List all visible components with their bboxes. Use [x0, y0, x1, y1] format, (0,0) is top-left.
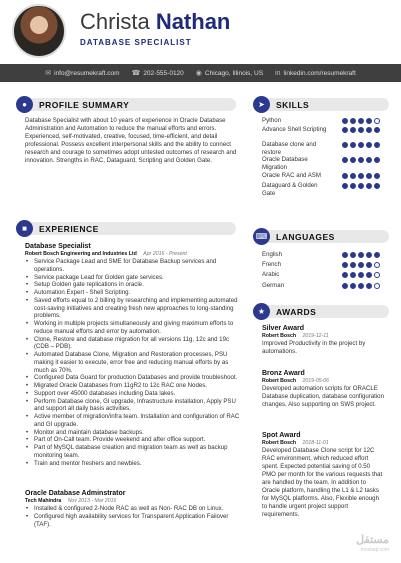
rating-dot	[374, 262, 380, 268]
rating-dot	[358, 262, 364, 268]
watermark-sub: mostaql.com	[360, 547, 389, 553]
mail-icon: ✉	[45, 70, 52, 77]
rating-dot	[374, 283, 380, 289]
job-bullet: • Clone, Restore and database migration for all versions 11g, 12c and 19c (CDB – PDB).	[25, 336, 240, 352]
rating-dot	[342, 118, 348, 124]
rating-dots	[342, 156, 380, 171]
job-dates: Nov 2013 - Mar 2016	[67, 498, 117, 504]
job-entry	[25, 243, 240, 467]
rating-dot	[374, 173, 380, 179]
rating-dot	[358, 173, 364, 179]
section-title: EXPERIENCE	[39, 223, 99, 234]
award-title: Silver Award	[262, 325, 305, 332]
languages-name: German	[262, 282, 285, 289]
job-bullet: • Automation Expert - Shell Scripting.	[25, 289, 240, 297]
award-description: Improved Productivity in the project by automations.	[262, 340, 366, 355]
rating-dot	[366, 127, 372, 133]
award-meta	[262, 333, 384, 339]
section-skills	[253, 96, 389, 113]
job-company: Robert Bosch Engineering and Industries Ltd	[25, 251, 137, 257]
rating-dot	[374, 157, 380, 163]
section-title: PROFILE SUMMARY	[39, 99, 130, 110]
rating-dot	[350, 118, 356, 124]
rating-dot	[350, 252, 356, 258]
rating-dots	[342, 117, 380, 125]
rating-dots	[342, 271, 380, 279]
rating-dot	[358, 252, 364, 258]
rating-dot	[358, 183, 364, 189]
rating-dots	[342, 126, 380, 134]
rating-dot	[374, 252, 380, 258]
rating-dots	[342, 172, 380, 180]
rating-dot	[374, 142, 380, 148]
job-role: DATABASE SPECIALIST	[80, 38, 192, 47]
contact-text: linkedin.com/resumekraft	[283, 69, 356, 77]
section-title: SKILLS	[276, 99, 310, 110]
skills-row	[262, 182, 380, 197]
award-meta	[262, 440, 384, 446]
rating-dot	[366, 183, 372, 189]
rating-dot	[350, 127, 356, 133]
contact-text: info@resumekraft.com	[54, 69, 120, 77]
watermark-logo	[356, 535, 389, 555]
rating-dot	[342, 127, 348, 133]
job-bullet: • Automated Database Clone, Migration and Restoration processes, PSU making it easier to execute, error free and reducing manual efforts by as much as 70%.	[25, 351, 240, 374]
contact-item[interactable]	[196, 69, 263, 77]
skills-name: Oracle RAC and ASM	[262, 172, 321, 179]
phone-icon: ☎	[131, 70, 141, 77]
rating-dot	[350, 142, 356, 148]
job-bullet: • Part of MySQL database creation and migration team as well as backup monitoring team.	[25, 444, 240, 460]
rating-dot	[366, 262, 372, 268]
job-bullet: • Migrated Oracle Databases from 11gR2 to 12c RAC one Nodes.	[25, 382, 240, 390]
rating-dot	[374, 118, 380, 124]
rating-dot	[358, 118, 364, 124]
job-title: Database Specialist	[25, 243, 91, 250]
rating-dot	[350, 283, 356, 289]
skills-row	[262, 156, 380, 171]
rating-dot	[342, 283, 348, 289]
award-entry	[262, 370, 384, 409]
rocket-icon: ➤	[253, 96, 270, 113]
profile-summary-text: Database Specialist with about 10 years of experience in Oracle Database Administration and Automation to reduce the manual efforts and errors. Experienced, self-motivated, creative, focused, time-efficient, and detail professional. Possess excellent interpersonal skills and the ability to connect research and courage to sometimes adopt untested outcomes of research and innovation. Strengths in RAC, Dataguard, Scripting and Golden Gate.	[25, 117, 237, 165]
rating-dot	[358, 272, 364, 278]
rating-dot	[342, 173, 348, 179]
contact-bar	[0, 64, 401, 82]
job-bullet: • Working in multiple projects simultaneously and giving maximum efforts to reduce manual efforts and error by automation.	[25, 320, 240, 336]
job-bullet: • Setup Golden gate replications in oracle.	[25, 281, 240, 289]
languages-row	[262, 271, 380, 279]
skills-row	[262, 172, 380, 180]
skills-name: Advance Shell Scripting	[262, 126, 327, 133]
job-bullet: • Service package Lead for Golden gate services.	[25, 274, 240, 282]
job-bullets	[25, 505, 240, 528]
rating-dot	[350, 183, 356, 189]
rating-dot	[374, 183, 380, 189]
rating-dot	[342, 262, 348, 268]
rating-dot	[342, 252, 348, 258]
section-profile-summary	[16, 96, 236, 113]
rating-dots	[342, 182, 380, 197]
section-title: AWARDS	[276, 306, 317, 317]
rating-dot	[366, 283, 372, 289]
languages-name: English	[262, 251, 282, 258]
award-meta	[262, 378, 384, 384]
rating-dot	[358, 157, 364, 163]
skills-row	[262, 117, 380, 125]
skills-row	[262, 126, 380, 134]
rating-dot	[358, 142, 364, 148]
award-description: Developed Database Clone script for 12C RAC environment, which reduced effort spent. Expected potential saving of 0.50 PMO per month for the various requests that are handled by the team. In addition to Oracle platform, handling the L1 & L2 tasks for MySQL platforms. Also, Flexible enough to handle urgent project support requirements.	[262, 447, 383, 518]
languages-row	[262, 251, 380, 259]
languages-name: Arabic	[262, 271, 280, 278]
job-meta	[25, 498, 240, 504]
job-title: Oracle Database Adminstrator	[25, 490, 126, 497]
rating-dot	[342, 142, 348, 148]
rating-dots	[342, 282, 380, 290]
rating-dots	[342, 251, 380, 259]
skills-name: Oracle Database Migration	[262, 156, 308, 171]
rating-dot	[350, 157, 356, 163]
briefcase-icon: ■	[16, 220, 33, 237]
job-bullets	[25, 258, 240, 467]
job-dates: Apr 2016 - Present	[143, 251, 187, 257]
location-icon: ◉	[195, 70, 202, 77]
section-languages	[253, 228, 389, 245]
job-bullet: • Monitor and maintain database backups.	[25, 429, 240, 437]
award-entry	[262, 432, 384, 519]
job-bullet: • Part of On-Call team. Provide weekend and after office support.	[25, 436, 240, 444]
contact-item[interactable]	[275, 70, 356, 77]
rating-dots	[342, 261, 380, 269]
job-company: Tech Mahindra	[25, 498, 62, 504]
rating-dot	[374, 127, 380, 133]
award-title: Spot Award	[262, 432, 301, 439]
rating-dot	[366, 252, 372, 258]
rating-dot	[342, 272, 348, 278]
job-bullet: • Train and mentor freshers and newbies.	[25, 460, 240, 468]
award-date: 2018-11-01	[302, 440, 329, 446]
rating-dot	[350, 173, 356, 179]
job-bullet: • Service Package Lead and SME for Database Backup services and operations.	[25, 258, 240, 274]
languages-name: French	[262, 261, 281, 268]
rating-dot	[366, 118, 372, 124]
rating-dot	[358, 127, 364, 133]
contact-text: Chicago, Illinois, US	[204, 69, 264, 77]
watermark-text: مستقل	[356, 534, 389, 546]
job-bullet: • Installed & configured 2-Node RAC as well as Non- RAC DB on Linux.	[25, 505, 240, 513]
last-name: Nathan	[155, 9, 231, 34]
languages-row	[262, 261, 380, 269]
award-icon: ★	[253, 303, 270, 320]
full-name	[80, 10, 230, 34]
linkedin-icon: in	[275, 69, 281, 77]
job-bullet: • Configured Data Guard for production Databases and provide troubleshoot.	[25, 374, 240, 382]
award-date: 2019-12-11	[302, 333, 329, 339]
award-company: Robert Bosch	[262, 440, 297, 446]
rating-dot	[366, 173, 372, 179]
rating-dot	[366, 142, 372, 148]
rating-dots	[342, 141, 380, 156]
section-experience	[16, 220, 236, 237]
award-company: Robert Bosch	[262, 378, 297, 384]
resume-header	[0, 0, 401, 62]
job-bullet: • Active member of migration/infra team. Installation and configuration of RAC and GI upgrade.	[25, 413, 240, 429]
award-title: Bronz Award	[262, 370, 305, 377]
rating-dot	[350, 272, 356, 278]
skills-name: Python	[262, 117, 281, 124]
contact-item[interactable]	[132, 69, 184, 77]
profile-photo	[12, 4, 66, 58]
award-date: 2019-05-06	[302, 378, 330, 384]
languages-row	[262, 282, 380, 290]
first-name: Christa	[80, 9, 150, 34]
award-description: Developed automation scripts for ORACLE Database duplication, database configuration changes. Also supporting on SWS project.	[262, 385, 384, 408]
rating-dot	[366, 272, 372, 278]
job-bullet: • Saved efforts equal to 2 billing by researching and implementing automated cost-saving initiatives and creating fresh new approaches to long-standing problems.	[25, 297, 240, 320]
rating-dot	[342, 157, 348, 163]
translate-icon: ⌨	[253, 228, 270, 245]
job-bullet: • Perform Database clone, GI upgrade, Infrastructure installation, Apply PSU and support all daily basis activities.	[25, 398, 240, 414]
rating-dot	[358, 283, 364, 289]
skills-name: Database clone and restore	[262, 141, 317, 156]
rating-dot	[350, 262, 356, 268]
award-entry	[262, 325, 384, 356]
skills-row	[262, 141, 380, 156]
rating-dot	[342, 183, 348, 189]
skills-name: Dataguard & Golden Gate	[262, 182, 318, 197]
user-icon: ●	[16, 96, 33, 113]
job-bullet: • Support over 45000 databases including Data lakes.	[25, 390, 240, 398]
section-awards	[253, 303, 389, 320]
rating-dot	[374, 272, 380, 278]
contact-item[interactable]	[45, 69, 119, 77]
job-entry	[25, 490, 240, 528]
section-title: LANGUAGES	[276, 231, 335, 242]
job-bullet: • Configured high availability services for Transparent Application Failover (TAF).	[25, 513, 240, 529]
job-meta	[25, 251, 240, 257]
award-company: Robert Bosch	[262, 333, 297, 339]
rating-dot	[366, 157, 372, 163]
contact-text: 202-555-0120	[143, 69, 184, 77]
